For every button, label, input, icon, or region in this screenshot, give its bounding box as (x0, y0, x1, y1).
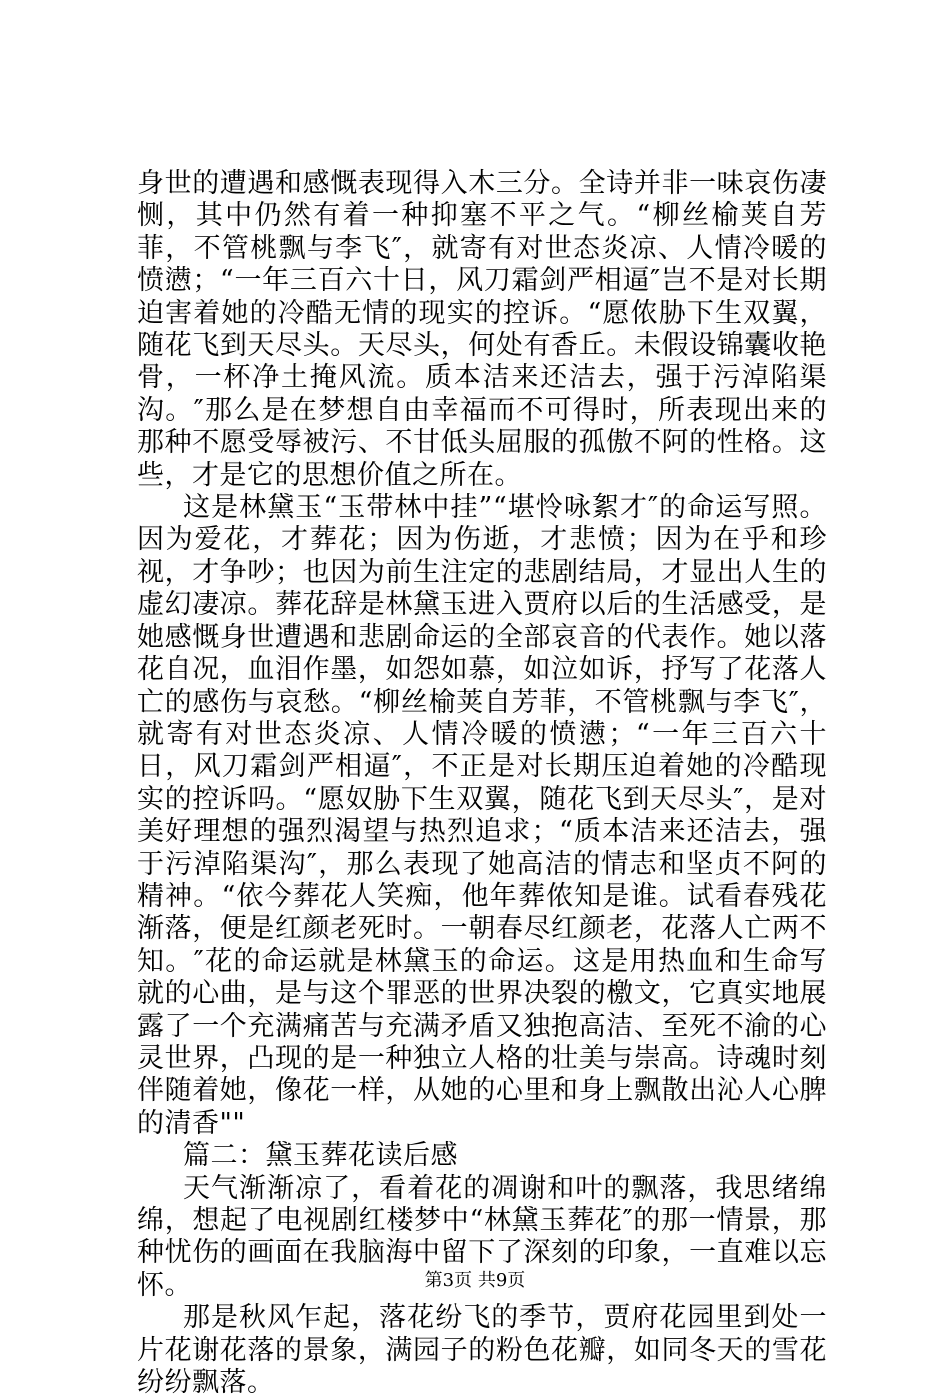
paragraph-2: 这是林黛玉“玉带林中挂”“堪怜咏絮才″的命运写照。因为爱花，才葬花；因为伤逝，才悲愤；因为在乎和珍视，才争吵；也因为前生注定的悲剧结局，才显出人生的虚幻凄凉。葬花辞是林黛玉进入贾府以后的生活感受，是她感慨身世遭遇和悲剧命运的全部哀音的代表作。她以落花自况，血泪作墨，如怨如慕，如泣如诉，抒写了花落人亡的感伤与哀愁。“柳丝榆荚自芳菲，不管桃飘与李飞″，就寄有对世态炎凉、人情冷暖的愤懑；“一年三百六十日，风刀霜剑严相逼″，不正是对长期压迫着她的冷酷现实的控诉吗。“愿奴胁下生双翼，随花飞到天尽头″，是对美好理想的强烈渴望与热烈追求；“质本洁来还洁去，强于污淖陷渠沟″，那么表现了她高洁的情志和坚贞不阿的精神。“依今葬花人笑痴，他年葬侬知是谁。试看春残花渐落，便是红颜老死时。一朝春尽红颜老，花落人亡两不知。″花的命运就是林黛玉的命运。这是用热血和生命写就的心曲，是与这个罪恶的世界决裂的檄文，它真实地展露了一个充满痛苦与充满矛盾又独抱高洁、至死不渝的心灵世界，凸现的是一种独立人格的壮美与崇高。诗魂时刻伴随着她，像花一样，从她的心里和身上飘散出沁人心脾的清香"" (137, 492, 827, 1139)
page-number-label: 第3页 共9页 (424, 1270, 526, 1291)
paragraph-1: 身世的遭遇和感慨表现得入木三分。全诗并非一味哀伤凄恻，其中仍然有着一种抑塞不平之气。“柳丝榆荚自芳菲，不管桃飘与李飞″，就寄有对世态炎凉、人情冷暖的愤懑；“一年三百六十日，风刀霜剑严相逼″岂不是对长期迫害着她的冷酷无情的现实的控诉。“愿侬胁下生双翼，随花飞到天尽头。天尽头，何处有香丘。未假设锦囊收艳骨，一杯净土掩风流。质本洁来还洁去，强于污淖陷渠沟。″那么是在梦想自由幸福而不可得时，所表现出来的那种不愿受辱被污、不甘低头屈服的孤傲不阿的性格。这些，才是它的思想价值之所在。 (137, 168, 827, 491)
section-title: 篇二：黛玉葬花读后感 (183, 1140, 458, 1172)
paragraph-4: 那是秋风乍起，落花纷飞的季节，贾府花园里到处一片花谢花落的景象，满园子的粉色花瓣，如同冬天的雪花纷纷飘落。 (137, 1302, 827, 1399)
paragraph-3: 天气渐渐凉了，看着花的凋谢和叶的飘落，我思绪绵绵，想起了电视剧红楼梦中“林黛玉葬花″的那一情景，那种忧伤的画面在我脑海中留下了深刻的印象，一直难以忘怀。 (137, 1172, 827, 1301)
page-footer (0, 1270, 950, 1292)
document-body (137, 168, 827, 1399)
